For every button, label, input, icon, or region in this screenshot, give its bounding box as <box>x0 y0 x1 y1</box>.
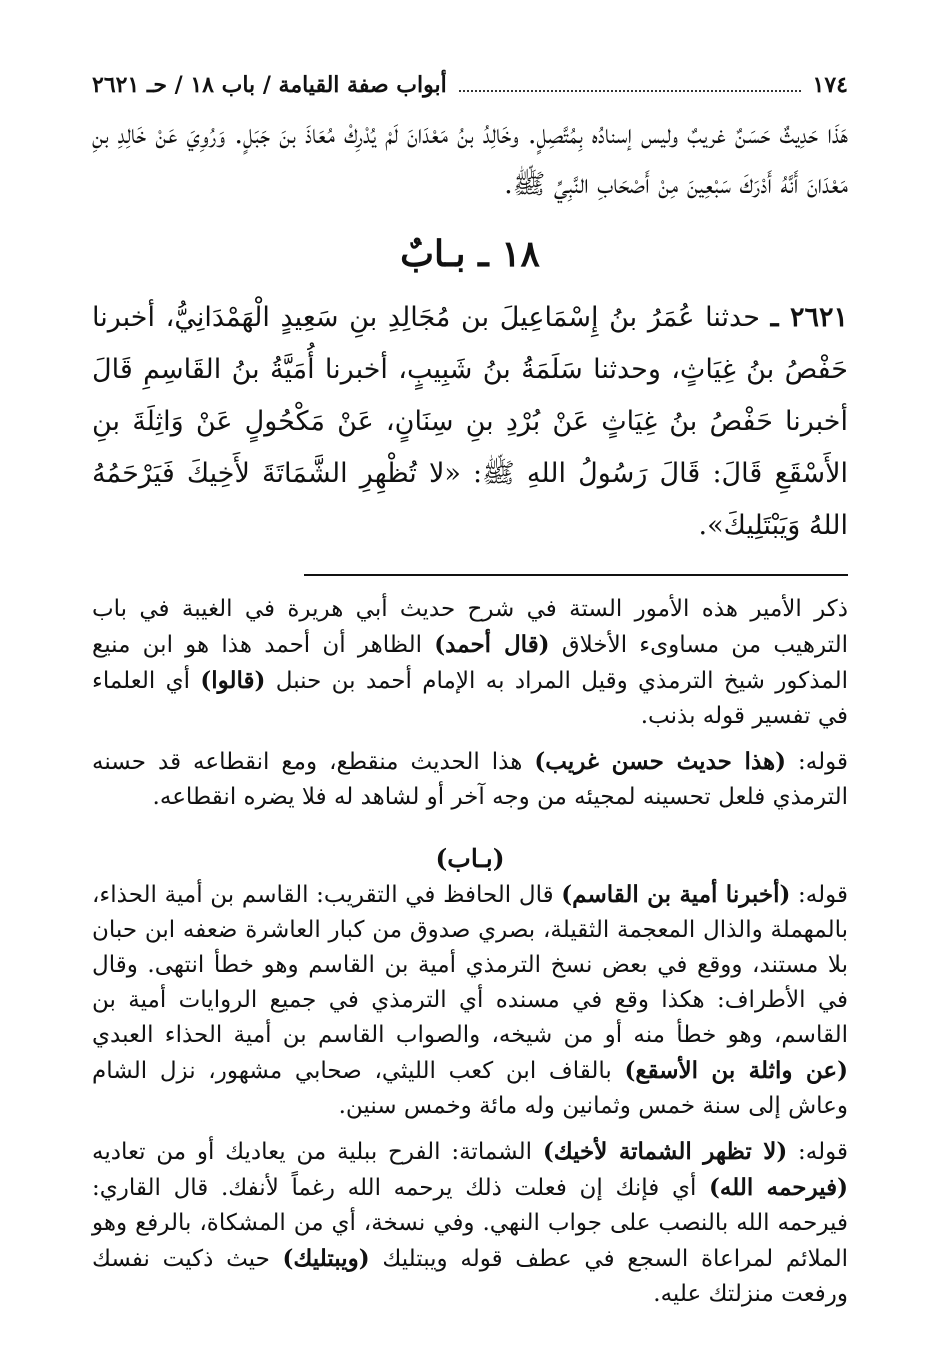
comm-bold: (لا تظهر الشماتة لأخيك) <box>542 1138 788 1165</box>
comm-text: الظاهر أن أحمد هذا هو ابن منيع المذكور شيخ الترمذي وقيل المراد به الإمام أحمد بن حنبل <box>92 632 848 694</box>
comm-bold: (قال أحمد) <box>434 631 550 658</box>
footnote-divider <box>304 574 848 576</box>
comm-text: أي العلماء في تفسير قوله بذنب. <box>92 668 848 729</box>
hadith-paragraph <box>92 292 848 552</box>
main-text-paragraph: هَذَا حَدِيثٌ حَسَنٌ غريبٌ وليس إسنادُه بِمُتَّصِلٍ. وخَالِدُ بنُ مَعْدَانَ لَمْ يُدْرِكْ مُعَاذَ بنَ جَبَلٍ. وَرُوِيَ عَنْ خَالِدِ بنِ مَعْدَانَ أَنَّهُ أَدْرَكَ سَبْعِينَ مِنْ أَصْحَابِ النَّبِيِّ ﷺ. <box>92 119 848 200</box>
commentary-paragraph-4 <box>92 1134 848 1312</box>
comm-text: قال الحافظ في التقريب: القاسم بن أمية الحذاء، بالمهملة والذال المعجمة الثقيلة، بصري صدوق من كبار العاشرة ضعفه ابن حبان بلا مستند، ووقع في بعض نسخ الترمذي أمية بن القاسم وهو خطأ انتهى. وقال في الأطراف: هكذا وقع في مسنده أي الترمذي في جميع الروايات أمية بن القاسم، وهو خطأ منه أو من شيخه، والصواب القاسم بن أمية الحذاء العبدي <box>92 882 849 1048</box>
comm-text: قوله: <box>786 749 848 775</box>
chapter-heading: ١٨ ـ بـابٌ <box>400 233 540 275</box>
dotted-leader <box>459 76 801 92</box>
comm-text: قوله: <box>790 882 848 908</box>
comm-text: قوله: <box>787 1139 848 1165</box>
comm-bold: (فيرحمه الله) <box>709 1174 848 1201</box>
commentary-sub-heading: (بـاب) <box>435 844 505 873</box>
hadith-number: ٢٦٢١ ـ <box>770 302 848 333</box>
comm-bold: (ويبتليك) <box>282 1245 370 1272</box>
page-number: ١٧٤ <box>812 72 848 98</box>
running-title: أبواب صفة القيامة / باب ١٨ / حـ ٢٦٢١ <box>92 72 447 98</box>
comm-bold: (عن واثلة بن الأسقع) <box>624 1057 848 1084</box>
comm-text: حيث ذكيت نفسك ورفعت منزلتك عليه. <box>92 1246 848 1307</box>
comm-text: بالقاف ابن كعب الليثي، صحابي مشهور، نزل الشام وعاش إلى سنة خمس وثمانين وله مائة وخمس سنين. <box>92 1058 848 1119</box>
comm-text: أي فإنك إن فعلت ذلك يرحمه الله رغماً لأنفك. قال القاري: فيرحمه الله بالنصب على جواب النهي. وفي نسخة، أي من المشكاة، بالرفع وهو الملائم لمراعاة السجع في عطف قوله ويبتليك <box>92 1175 848 1272</box>
hadith-text: حدثنا عُمَرُ بنُ إِسْمَاعِيلَ بن مُجَالِدِ بنِ سَعِيدٍ الْهَمْدَانِيُّ، أخبرنا حَفْصُ بنُ غِيَاثٍ، وحدثنا سَلَمَةُ بنُ شَبِيبٍ، أخبرنا أُمَيَّةُ بنُ القَاسِمِ قَالَ أخبرنا حَفْصُ بنُ غِيَاثٍ عَنْ بُرْدِ بنِ سِنَانٍ، عَنْ مَكْحُولٍ عَنْ وَاثِلَةَ بنِ الأَسْقَعِ قَالَ: قَالَ رَسُولُ اللهِ ﷺ: «لا تُظْهِرِ الشَّمَاتَةَ لأَخِيكَ فَيَرْحَمُهُ اللهُ وَيَبْتَلِيكَ». <box>92 302 848 541</box>
commentary-paragraph-2 <box>92 744 848 815</box>
comm-bold: (أخبرنا أمية بن القاسم) <box>561 881 791 908</box>
commentary-paragraph-3 <box>92 877 848 1124</box>
comm-text: هذا الحديث منقطع، ومع انقطاعه قد حسنه الترمذي فلعل تحسينه لمجيئه من وجه آخر أو لشاهد له فلا يضره انقطاعه. <box>92 749 848 810</box>
commentary-paragraph-1 <box>92 592 848 734</box>
running-header <box>92 70 848 100</box>
comm-bold: (هذا حديث حسن غريب) <box>534 748 787 775</box>
comm-bold: (قالوا) <box>200 667 266 694</box>
comm-text: الشماتة: الفرح ببلية من يعاديك أو من تعاديه <box>92 1139 543 1165</box>
comm-text: ذكر الأمير هذه الأمور الستة في شرح حديث أبي هريرة في الغيبة في باب الترهيب من مساوىء الأخلاق <box>92 596 849 658</box>
